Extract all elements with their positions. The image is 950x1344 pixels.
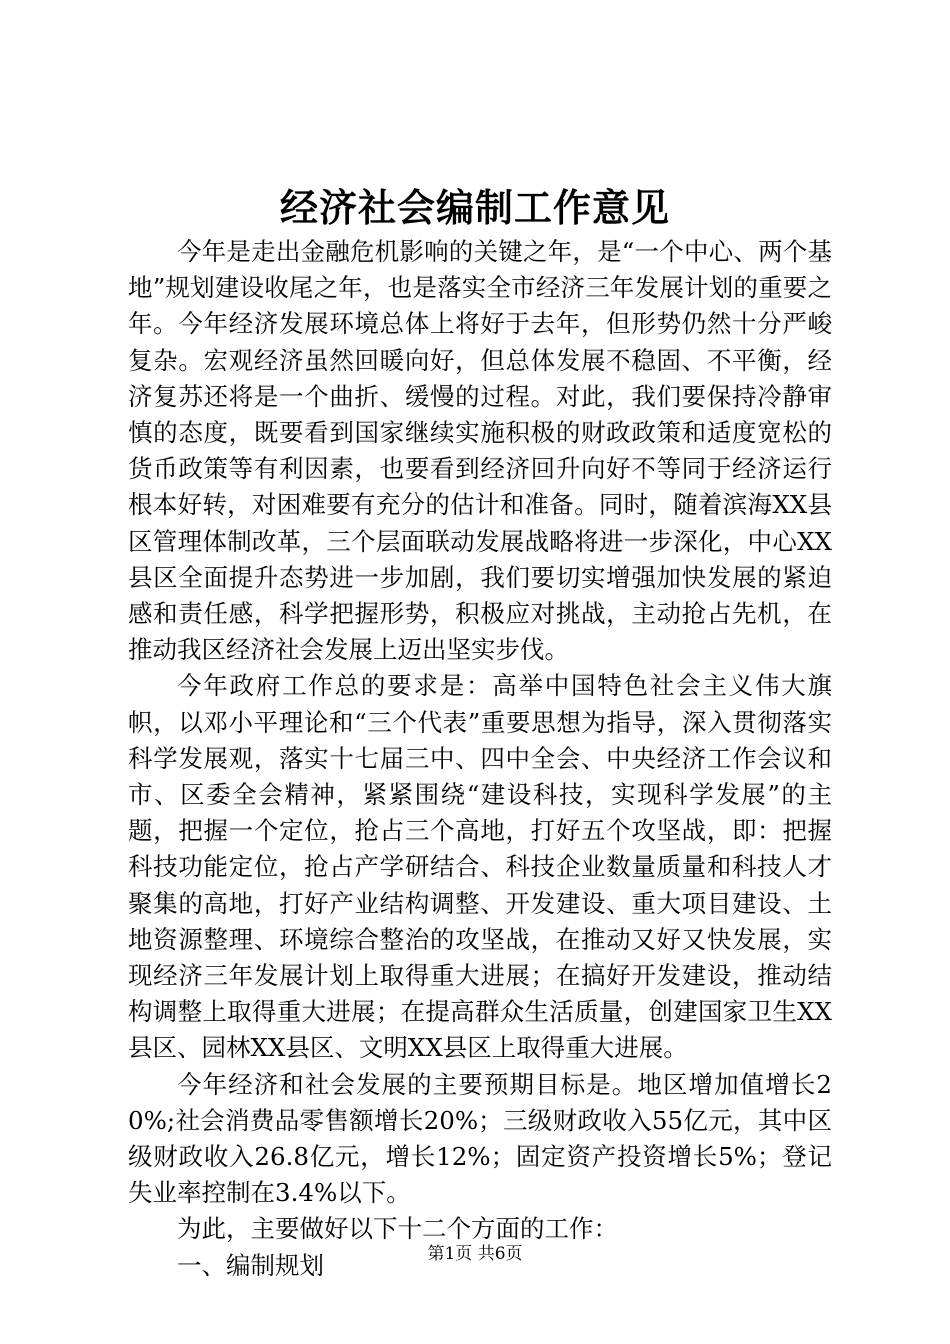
document-body bbox=[128, 234, 832, 1284]
section-heading-planning: 一、编制规划 bbox=[177, 1250, 324, 1280]
paragraph-work-intro: 为此，主要做好以下十二个方面的工作： bbox=[177, 1214, 618, 1244]
paragraph-targets: 今年经济和社会发展的主要预期目标是。地区增加值增长20%;社会消费品零售额增长20%；三级财政收入55亿元，其中区级财政收入26.8亿元，增长12%；固定资产投资增长5%；登记失业率控制在3.4%以下。 bbox=[128, 1069, 832, 1208]
page-footer: 第1页 共6页 bbox=[427, 1244, 523, 1264]
paragraph-requirements: 今年政府工作总的要求是：高举中国特色社会主义伟大旗帜，以邓小平理论和“三个代表”重要思想为指导，深入贯彻落实科学发展观，落实十七届三中、四中全会、中央经济工作会议和市、区委全会精神，紧紧围绕“建设科技，实现科学发展”的主题，把握一个定位，抢占三个高地，打好五个攻坚战，即：把握科技功能定位，抢占产学研结合、科技企业数量质量和科技人才聚集的高地，打好产业结构调整、开发建设、重大项目建设、土地资源整理、环境综合整治的攻坚战，在推动又好又快发展，实现经济三年发展计划上取得重大进展；在搞好开发建设，推动结构调整上取得重大进展；在提高群众生活质量，创建国家卫生XX县区、园林XX县区、文明XX县区上取得重大进展。 bbox=[128, 671, 832, 1063]
document-title: 经济社会编制工作意见 bbox=[279, 185, 670, 230]
paragraph-intro: 今年是走出金融危机影响的关键之年，是“一个中心、两个基地”规划建设收尾之年，也是落实全市经济三年发展计划的重要之年。今年经济发展环境总体上将好于去年，但形势仍然十分严峻复杂。宏观经济虽然回暖向好，但总体发展不稳固、不平衡，经济复苏还将是一个曲折、缓慢的过程。对此，我们要保持冷静审慎的态度，既要看到国家继续实施积极的财政政策和适度宽松的货币政策等有利因素，也要看到经济回升向好不等同于经济运行根本好转，对困难要有充分的估计和准备。同时，随着滨海XX县区管理体制改革，三个层面联动发展战略将进一步深化，中心XX县区全面提升态势进一步加剧，我们要切实增强加快发展的紧迫感和责任感，科学把握形势，积极应对挑战，主动抢占先机，在推动我区经济社会发展上迈出坚实步伐。 bbox=[128, 237, 832, 665]
